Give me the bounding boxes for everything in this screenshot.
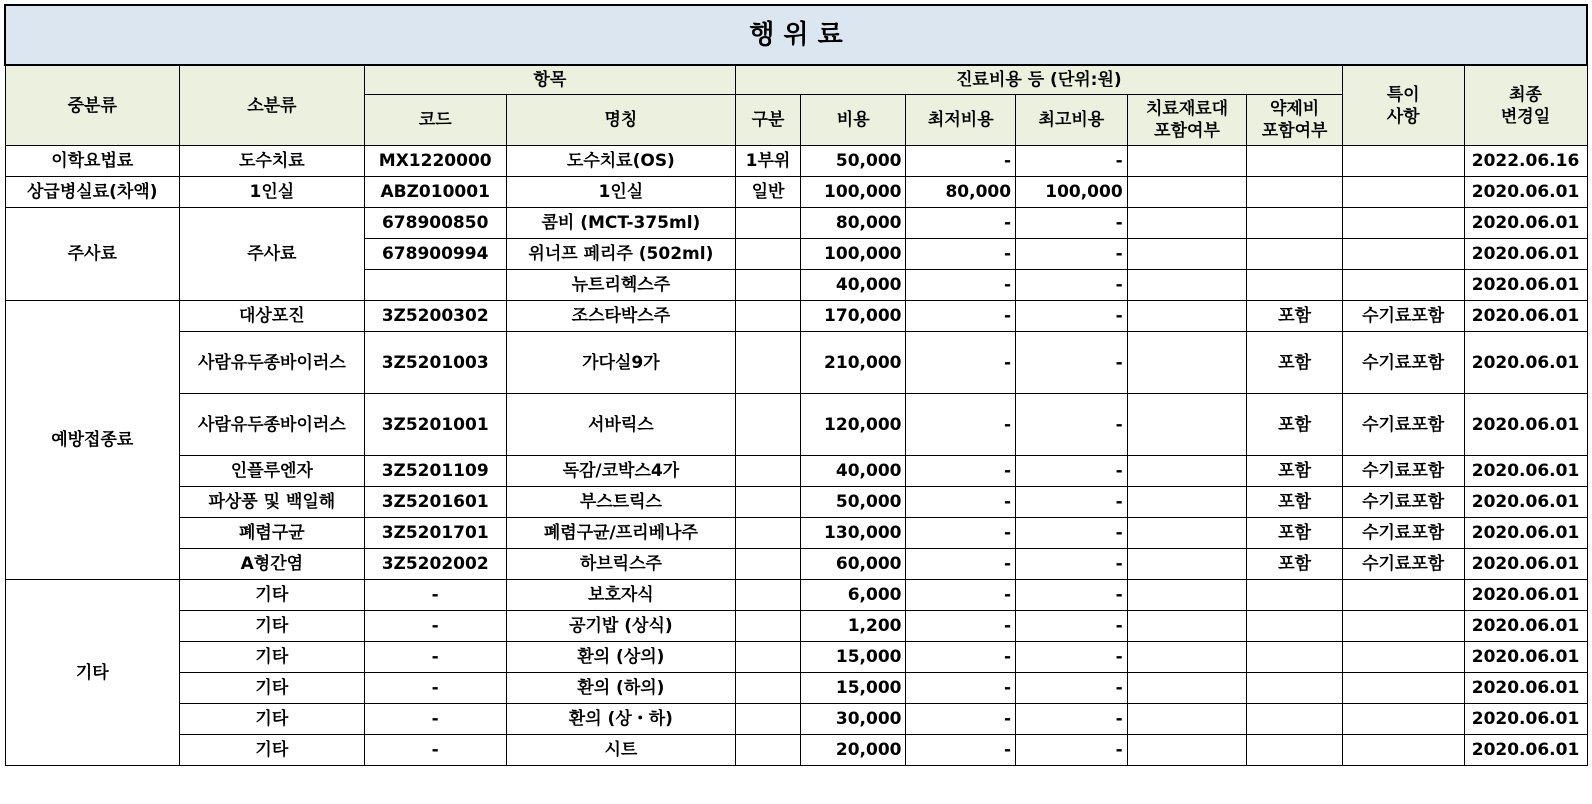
max-cost-cell: -: [1016, 704, 1128, 735]
max-cost-cell: 100,000: [1016, 177, 1128, 208]
cost-cell: 15,000: [800, 673, 906, 704]
min-cost-cell: 80,000: [906, 177, 1016, 208]
division-cell: [736, 580, 801, 611]
header-name: 명칭: [506, 95, 735, 146]
mid-category-cell: 주사료: [5, 208, 180, 301]
table-row: [5, 301, 1587, 332]
mid-category-cell: 상급병실료(차액): [5, 177, 180, 208]
max-cost-cell: -: [1016, 394, 1128, 456]
cost-cell: 30,000: [800, 704, 906, 735]
name-cell: 환의 (상・하): [506, 704, 735, 735]
min-cost-cell: -: [906, 301, 1016, 332]
code-cell: 3Z5201001: [364, 394, 506, 456]
header-cost-group: 진료비용 등 (단위:원): [736, 65, 1343, 95]
max-cost-cell: -: [1016, 735, 1128, 766]
cost-cell: 50,000: [800, 487, 906, 518]
cost-cell: 20,000: [800, 735, 906, 766]
name-cell: 공기밥 (상식): [506, 611, 735, 642]
code-cell: ABZ010001: [364, 177, 506, 208]
material-incl-cell: [1127, 580, 1247, 611]
max-cost-cell: -: [1016, 208, 1128, 239]
drug-incl-cell: [1247, 208, 1342, 239]
last-changed-cell: 2020.06.01: [1464, 332, 1587, 394]
remark-cell: [1342, 177, 1464, 208]
drug-incl-cell: [1247, 580, 1342, 611]
cost-cell: 40,000: [800, 270, 906, 301]
code-cell: -: [364, 673, 506, 704]
max-cost-cell: -: [1016, 456, 1128, 487]
last-changed-cell: 2020.06.01: [1464, 456, 1587, 487]
material-incl-cell: [1127, 394, 1247, 456]
drug-incl-cell: 포함: [1247, 487, 1342, 518]
material-incl-cell: [1127, 611, 1247, 642]
material-incl-cell: [1127, 673, 1247, 704]
min-cost-cell: -: [906, 208, 1016, 239]
min-cost-cell: -: [906, 580, 1016, 611]
table-row: [5, 642, 1587, 673]
division-cell: [736, 704, 801, 735]
code-cell: 3Z5200302: [364, 301, 506, 332]
cost-cell: 1,200: [800, 611, 906, 642]
material-incl-cell: [1127, 177, 1247, 208]
min-cost-cell: -: [906, 611, 1016, 642]
table-row: [5, 332, 1587, 394]
remark-cell: 수기료포함: [1342, 549, 1464, 580]
code-cell: -: [364, 642, 506, 673]
cost-cell: 210,000: [800, 332, 906, 394]
remark-cell: 수기료포함: [1342, 332, 1464, 394]
remark-cell: [1342, 208, 1464, 239]
code-cell: 3Z5201003: [364, 332, 506, 394]
drug-incl-cell: [1247, 270, 1342, 301]
division-cell: 1부위: [736, 146, 801, 177]
mid-category-cell: 예방접종료: [5, 301, 180, 580]
material-incl-cell: [1127, 487, 1247, 518]
mid-category-cell: 이학요법료: [5, 146, 180, 177]
header-last-changed: 최종 변경일: [1464, 65, 1587, 146]
name-cell: 폐렴구균/프리베나주: [506, 518, 735, 549]
cost-cell: 6,000: [800, 580, 906, 611]
sub-category-cell: A형간염: [180, 549, 365, 580]
last-changed-cell: 2020.06.01: [1464, 270, 1587, 301]
min-cost-cell: -: [906, 673, 1016, 704]
sub-category-cell: 폐렴구균: [180, 518, 365, 549]
division-cell: [736, 611, 801, 642]
last-changed-cell: 2020.06.01: [1464, 301, 1587, 332]
min-cost-cell: -: [906, 394, 1016, 456]
sub-category-cell: 기타: [180, 580, 365, 611]
sub-category-cell: 파상풍 및 백일해: [180, 487, 365, 518]
header-min-cost: 최저비용: [906, 95, 1016, 146]
code-cell: MX1220000: [364, 146, 506, 177]
material-incl-cell: [1127, 208, 1247, 239]
max-cost-cell: -: [1016, 270, 1128, 301]
table-row: [5, 487, 1587, 518]
last-changed-cell: 2020.06.01: [1464, 394, 1587, 456]
code-cell: 678900994: [364, 239, 506, 270]
min-cost-cell: -: [906, 332, 1016, 394]
remark-cell: [1342, 146, 1464, 177]
name-cell: 하브릭스주: [506, 549, 735, 580]
min-cost-cell: -: [906, 239, 1016, 270]
remark-cell: 수기료포함: [1342, 518, 1464, 549]
min-cost-cell: -: [906, 456, 1016, 487]
table-row: [5, 518, 1587, 549]
last-changed-cell: 2022.06.16: [1464, 146, 1587, 177]
drug-incl-cell: 포함: [1247, 518, 1342, 549]
header-cost: 비용: [800, 95, 906, 146]
table-row: [5, 673, 1587, 704]
max-cost-cell: -: [1016, 673, 1128, 704]
name-cell: 환의 (상의): [506, 642, 735, 673]
sub-category-cell: 주사료: [180, 208, 365, 301]
division-cell: [736, 394, 801, 456]
cost-cell: 100,000: [800, 177, 906, 208]
drug-incl-cell: [1247, 642, 1342, 673]
material-incl-cell: [1127, 146, 1247, 177]
header-sub-category: 소분류: [180, 65, 365, 146]
cost-cell: 40,000: [800, 456, 906, 487]
division-cell: [736, 673, 801, 704]
division-cell: [736, 239, 801, 270]
table-row: [5, 146, 1587, 177]
remark-cell: [1342, 611, 1464, 642]
last-changed-cell: 2020.06.01: [1464, 518, 1587, 549]
last-changed-cell: 2020.06.01: [1464, 642, 1587, 673]
name-cell: 서바릭스: [506, 394, 735, 456]
table-row: [5, 735, 1587, 766]
table-body: [5, 146, 1587, 766]
division-cell: [736, 549, 801, 580]
header-drug-incl: 약제비 포함여부: [1247, 95, 1342, 146]
sub-category-cell: 대상포진: [180, 301, 365, 332]
material-incl-cell: [1127, 332, 1247, 394]
code-cell: -: [364, 611, 506, 642]
remark-cell: [1342, 673, 1464, 704]
material-incl-cell: [1127, 270, 1247, 301]
name-cell: 1인실: [506, 177, 735, 208]
code-cell: 3Z5201109: [364, 456, 506, 487]
material-incl-cell: [1127, 239, 1247, 270]
last-changed-cell: 2020.06.01: [1464, 239, 1587, 270]
header-max-cost: 최고비용: [1016, 95, 1128, 146]
drug-incl-cell: 포함: [1247, 549, 1342, 580]
remark-cell: [1342, 704, 1464, 735]
table-row: [5, 549, 1587, 580]
cost-cell: 50,000: [800, 146, 906, 177]
name-cell: 환의 (하의): [506, 673, 735, 704]
name-cell: 조스타박스주: [506, 301, 735, 332]
max-cost-cell: -: [1016, 487, 1128, 518]
sub-category-cell: 도수치료: [180, 146, 365, 177]
min-cost-cell: -: [906, 549, 1016, 580]
last-changed-cell: 2020.06.01: [1464, 580, 1587, 611]
max-cost-cell: -: [1016, 611, 1128, 642]
sub-category-cell: 1인실: [180, 177, 365, 208]
drug-incl-cell: [1247, 735, 1342, 766]
last-changed-cell: 2020.06.01: [1464, 549, 1587, 580]
table-row: [5, 208, 1587, 239]
cost-cell: 100,000: [800, 239, 906, 270]
division-cell: [736, 456, 801, 487]
min-cost-cell: -: [906, 735, 1016, 766]
table-row: [5, 580, 1587, 611]
fee-table-container: [4, 4, 1588, 766]
division-cell: 일반: [736, 177, 801, 208]
sub-category-cell: 기타: [180, 673, 365, 704]
last-changed-cell: 2020.06.01: [1464, 208, 1587, 239]
table-row: [5, 394, 1587, 456]
cost-cell: 120,000: [800, 394, 906, 456]
fee-table: [4, 4, 1588, 766]
max-cost-cell: -: [1016, 642, 1128, 673]
sub-category-cell: 기타: [180, 642, 365, 673]
remark-cell: 수기료포함: [1342, 456, 1464, 487]
code-cell: 678900850: [364, 208, 506, 239]
drug-incl-cell: 포함: [1247, 456, 1342, 487]
material-incl-cell: [1127, 549, 1247, 580]
sub-category-cell: 기타: [180, 704, 365, 735]
name-cell: 도수치료(OS): [506, 146, 735, 177]
code-cell: -: [364, 704, 506, 735]
name-cell: 콤비 (MCT-375ml): [506, 208, 735, 239]
drug-incl-cell: 포함: [1247, 301, 1342, 332]
remark-cell: [1342, 239, 1464, 270]
remark-cell: [1342, 735, 1464, 766]
max-cost-cell: -: [1016, 518, 1128, 549]
division-cell: [736, 735, 801, 766]
drug-incl-cell: [1247, 611, 1342, 642]
name-cell: 부스트릭스: [506, 487, 735, 518]
name-cell: 가다실9가: [506, 332, 735, 394]
material-incl-cell: [1127, 456, 1247, 487]
last-changed-cell: 2020.06.01: [1464, 487, 1587, 518]
sub-category-cell: 사람유두종바이러스: [180, 332, 365, 394]
header-code: 코드: [364, 95, 506, 146]
division-cell: [736, 518, 801, 549]
code-cell: 3Z5201701: [364, 518, 506, 549]
remark-cell: 수기료포함: [1342, 394, 1464, 456]
division-cell: [736, 208, 801, 239]
division-cell: [736, 301, 801, 332]
table-title: 행 위 료: [5, 5, 1587, 65]
sub-category-cell: 기타: [180, 735, 365, 766]
cost-cell: 60,000: [800, 549, 906, 580]
header-mid-category: 중분류: [5, 65, 180, 146]
drug-incl-cell: [1247, 146, 1342, 177]
code-cell: -: [364, 580, 506, 611]
drug-incl-cell: [1247, 177, 1342, 208]
min-cost-cell: -: [906, 487, 1016, 518]
table-row: [5, 611, 1587, 642]
header-item: 항목: [364, 65, 735, 95]
sub-category-cell: 기타: [180, 611, 365, 642]
material-incl-cell: [1127, 735, 1247, 766]
max-cost-cell: -: [1016, 580, 1128, 611]
name-cell: 시트: [506, 735, 735, 766]
drug-incl-cell: [1247, 239, 1342, 270]
table-row: [5, 704, 1587, 735]
name-cell: 위너프 페리주 (502ml): [506, 239, 735, 270]
division-cell: [736, 332, 801, 394]
header-material-incl: 치료재료대 포함여부: [1127, 95, 1247, 146]
last-changed-cell: 2020.06.01: [1464, 673, 1587, 704]
header-division: 구분: [736, 95, 801, 146]
drug-incl-cell: [1247, 704, 1342, 735]
material-incl-cell: [1127, 704, 1247, 735]
division-cell: [736, 642, 801, 673]
sub-category-cell: 사람유두종바이러스: [180, 394, 365, 456]
max-cost-cell: -: [1016, 549, 1128, 580]
mid-category-cell: 기타: [5, 580, 180, 766]
min-cost-cell: -: [906, 270, 1016, 301]
code-cell: 3Z5202002: [364, 549, 506, 580]
remark-cell: [1342, 580, 1464, 611]
last-changed-cell: 2020.06.01: [1464, 177, 1587, 208]
table-row: [5, 456, 1587, 487]
last-changed-cell: 2020.06.01: [1464, 611, 1587, 642]
drug-incl-cell: 포함: [1247, 332, 1342, 394]
cost-cell: 15,000: [800, 642, 906, 673]
min-cost-cell: -: [906, 704, 1016, 735]
name-cell: 뉴트리헥스주: [506, 270, 735, 301]
last-changed-cell: 2020.06.01: [1464, 735, 1587, 766]
cost-cell: 170,000: [800, 301, 906, 332]
code-cell: -: [364, 735, 506, 766]
max-cost-cell: -: [1016, 146, 1128, 177]
material-incl-cell: [1127, 642, 1247, 673]
drug-incl-cell: 포함: [1247, 394, 1342, 456]
material-incl-cell: [1127, 518, 1247, 549]
code-cell: [364, 270, 506, 301]
drug-incl-cell: [1247, 673, 1342, 704]
name-cell: 독감/코박스4가: [506, 456, 735, 487]
last-changed-cell: 2020.06.01: [1464, 704, 1587, 735]
cost-cell: 80,000: [800, 208, 906, 239]
material-incl-cell: [1127, 301, 1247, 332]
max-cost-cell: -: [1016, 332, 1128, 394]
sub-category-cell: 인플루엔자: [180, 456, 365, 487]
name-cell: 보호자식: [506, 580, 735, 611]
cost-cell: 130,000: [800, 518, 906, 549]
code-cell: 3Z5201601: [364, 487, 506, 518]
min-cost-cell: -: [906, 642, 1016, 673]
min-cost-cell: -: [906, 146, 1016, 177]
remark-cell: [1342, 270, 1464, 301]
table-row: [5, 177, 1587, 208]
remark-cell: 수기료포함: [1342, 487, 1464, 518]
remark-cell: 수기료포함: [1342, 301, 1464, 332]
remark-cell: [1342, 642, 1464, 673]
division-cell: [736, 487, 801, 518]
header-remarks: 특이 사항: [1342, 65, 1464, 146]
max-cost-cell: -: [1016, 301, 1128, 332]
max-cost-cell: -: [1016, 239, 1128, 270]
min-cost-cell: -: [906, 518, 1016, 549]
division-cell: [736, 270, 801, 301]
